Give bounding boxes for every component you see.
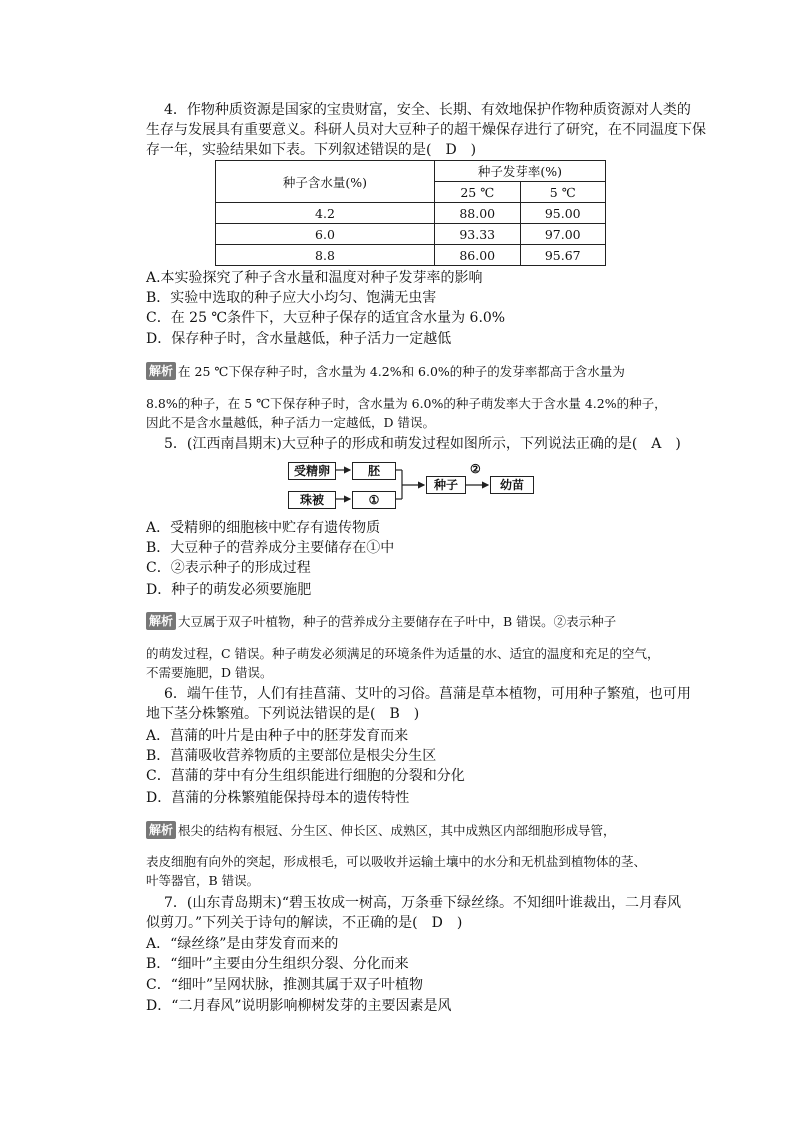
- q4-stem-line-3: 存一年，实验结果如下表。下列叙述错误的是( D ): [146, 142, 477, 158]
- q7-stem-line-1: 7．(山东青岛期末)“碧玉妆成一树高，万条垂下绿丝绦。不知细叶谁裁出，二月春风: [164, 895, 681, 911]
- table-cell: 6.0: [216, 224, 435, 245]
- q5-stem: 5．(江西南昌期末)大豆种子的形成和萌发过程如图所示，下列说法正确的是( A ): [164, 436, 681, 452]
- q6-explanation-line-3: 叶等器官，B 错误。: [146, 873, 260, 888]
- q4-explanation-line-1: 解析 在 25 ℃下保存种子时，含水量为 4.2%和 6.0%的种子的发芽率都高于含水量为: [146, 362, 625, 381]
- box-fertilized-egg: 受精卵: [288, 462, 336, 480]
- q4-option-c: C．在 25 ℃条件下，大豆种子保存的适宜含水量为 6.0%: [146, 310, 506, 326]
- q7-option-a: A．“绿丝绦”是由芽发育而来的: [146, 936, 339, 952]
- q7-option-c: C．“细叶”呈网状脉，推测其属于双子叶植物: [146, 977, 424, 993]
- q4-explanation-line-2: 8.8%的种子，在 5 ℃下保存种子时，含水量为 6.0%的种子萌发率大于含水量 4.2%的种子，: [146, 396, 667, 411]
- q6-option-d: D．菖蒲的分株繁殖能保持母本的遗传特性: [146, 790, 410, 806]
- q7-option-b: B．“细叶”主要由分生组织分裂、分化而来: [146, 956, 409, 972]
- q6-stem-line-2: 地下茎分株繁殖。下列说法错误的是( B ): [146, 706, 420, 722]
- q4-stem-line-2: 生存与发展具有重要意义。科研人员对大豆种子的超干燥保存进行了研究，在不同温度下保: [146, 122, 706, 138]
- seed-formation-diagram: [286, 458, 536, 514]
- q4-stem-line-1: 4．作物种质资源是国家的宝贵财富，安全、长期、有效地保护作物种质资源对人类的: [164, 102, 691, 118]
- q4-option-b: B．实验中选取的种子应大小均匀、饱满无虫害: [146, 290, 437, 306]
- table-header-temp-5: 5 ℃: [520, 182, 606, 203]
- table-cell: 8.8: [216, 245, 435, 266]
- q5-option-a: A．受精卵的细胞核中贮存有遗传物质: [146, 520, 381, 536]
- explanation-badge: 解析: [146, 821, 176, 839]
- q4-option-d: D．保存种子时，含水量越低，种子活力一定越低: [146, 331, 452, 347]
- q4-option-a: A.本实验探究了种子含水量和温度对种子发芽率的影响: [146, 270, 483, 286]
- q5-option-b: B．大豆种子的营养成分主要储存在①中: [146, 540, 395, 556]
- box-circle-1: ①: [352, 491, 396, 509]
- q4-explanation-line-3: 因此不是含水量越低，种子活力一定越低，D 错误。: [146, 415, 435, 430]
- q5-explanation-line-3: 不需要施肥，D 错误。: [146, 665, 273, 680]
- q6-explanation-line-2: 表皮细胞有向外的突起，形成根毛，可以吸收并运输土壤中的水分和无机盐到植物体的茎、: [146, 854, 647, 869]
- q5-option-c: C．②表示种子的形成过程: [146, 560, 311, 576]
- box-integument: 珠被: [288, 491, 336, 509]
- q5-explanation-line-1: 解析 大豆属于双子叶植物，种子的营养成分主要储存在子叶中，B 错误。②表示种子: [146, 612, 616, 631]
- q5-explanation-line-2: 的萌发过程，C 错误。种子萌发必须满足的环境条件为适量的水、适宜的温度和充足的空气，: [146, 646, 660, 661]
- table-cell: 95.67: [520, 245, 606, 266]
- table-header-temp-25: 25 ℃: [435, 182, 521, 203]
- label-circle-2: ②: [470, 462, 481, 476]
- q6-option-b: B．菖蒲吸收营养物质的主要部位是根尖分生区: [146, 748, 437, 764]
- explanation-badge: 解析: [146, 612, 176, 630]
- explanation-badge: 解析: [146, 362, 176, 380]
- box-seed: 种子: [426, 476, 466, 494]
- table-row: [216, 203, 606, 224]
- box-embryo: 胚: [352, 462, 396, 480]
- box-seedling: 幼苗: [490, 476, 534, 494]
- table-cell: 86.00: [435, 245, 521, 266]
- table-cell: 95.00: [520, 203, 606, 224]
- q7-stem-line-2: 似剪刀。”下列关于诗句的解读，不正确的是( D ): [146, 915, 463, 931]
- table-row: [216, 224, 606, 245]
- table-row: [216, 245, 606, 266]
- q6-option-a: A．菖蒲的叶片是由种子中的胚芽发育而来: [146, 728, 409, 744]
- q7-option-d: D．“二月春风”说明影响柳树发芽的主要因素是风: [146, 998, 452, 1014]
- table-cell: 97.00: [520, 224, 606, 245]
- table-header-water: 种子含水量(%): [216, 161, 435, 203]
- q6-option-c: C．菖蒲的芽中有分生组织能进行细胞的分裂和分化: [146, 768, 465, 784]
- table-cell: 88.00: [435, 203, 521, 224]
- q5-option-d: D．种子的萌发必须要施肥: [146, 582, 312, 598]
- seed-germination-table: [215, 160, 606, 266]
- table-cell: 4.2: [216, 203, 435, 224]
- q6-explanation-line-1: 解析 根尖的结构有根冠、分生区、伸长区、成熟区，其中成熟区内部细胞形成导管，: [146, 821, 616, 840]
- q6-stem-line-1: 6．端午佳节，人们有挂菖蒲、艾叶的习俗。菖蒲是草本植物，可用种子繁殖，也可用: [164, 686, 691, 702]
- table-cell: 93.33: [435, 224, 521, 245]
- table-header-germination: 种子发芽率(%): [435, 161, 606, 182]
